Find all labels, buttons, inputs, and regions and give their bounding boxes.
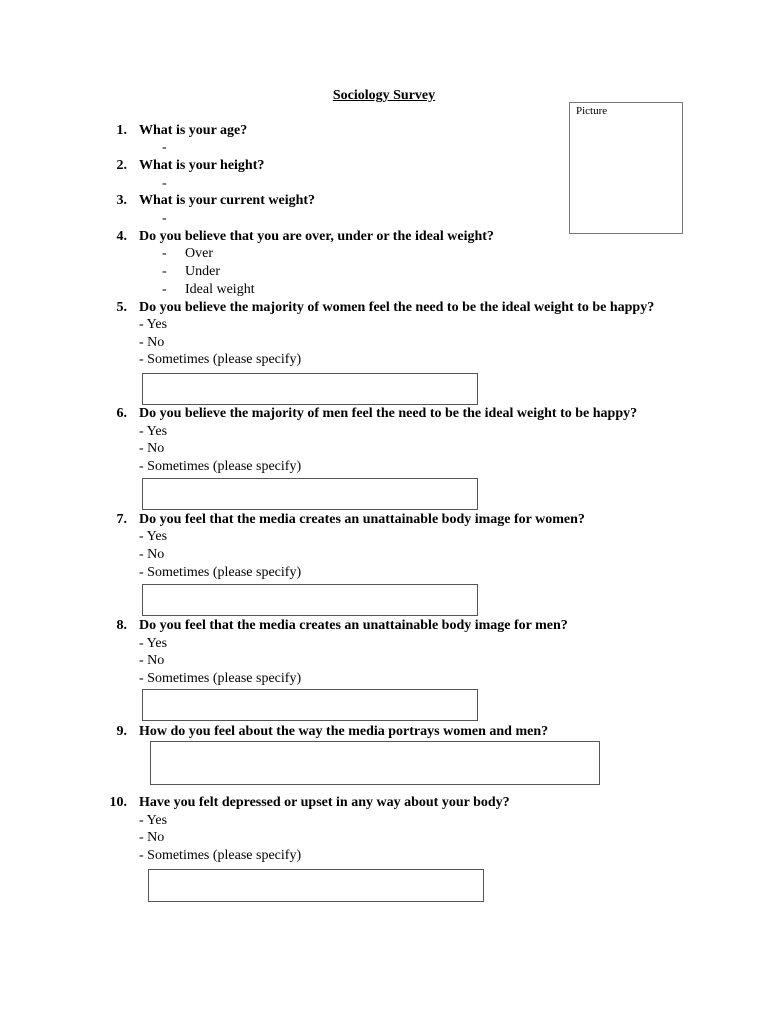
- question-number: 9.: [116, 724, 127, 739]
- question-number: 6.: [116, 406, 127, 421]
- question-text: Do you feel that the media creates an unattainable body image for men?: [139, 618, 568, 633]
- question-text: Do you believe that you are over, under or the ideal weight?: [139, 229, 494, 244]
- option-sometimes[interactable]: - Sometimes (please specify): [139, 565, 302, 580]
- picture-label: Picture: [576, 105, 608, 117]
- question-text: How do you feel about the way the media portrays women and men?: [139, 724, 549, 739]
- question-number: 4.: [116, 229, 127, 244]
- question-text: What is your age?: [139, 123, 248, 138]
- option-yes[interactable]: - Yes: [139, 813, 168, 828]
- answer-dash: -: [162, 176, 167, 191]
- question-text: Do you feel that the media creates an unattainable body image for women?: [139, 512, 585, 527]
- specify-input[interactable]: [142, 373, 478, 405]
- option-sometimes[interactable]: - Sometimes (please specify): [139, 848, 302, 863]
- option-under[interactable]: Under: [185, 264, 220, 279]
- option-sometimes[interactable]: - Sometimes (please specify): [139, 459, 302, 474]
- option-no[interactable]: - No: [139, 653, 165, 668]
- page-title: Sociology Survey: [332, 88, 436, 103]
- option-yes[interactable]: - Yes: [139, 424, 168, 439]
- question-number: 8.: [116, 618, 127, 633]
- specify-input[interactable]: [142, 584, 478, 616]
- question-text: Do you believe the majority of women feel the need to be the ideal weight to be happy?: [139, 300, 655, 315]
- option-yes[interactable]: - Yes: [139, 529, 168, 544]
- question-number: 2.: [116, 158, 127, 173]
- specify-input[interactable]: [148, 869, 484, 902]
- question-text: Have you felt depressed or upset in any way about your body?: [139, 795, 510, 810]
- option-ideal-weight[interactable]: Ideal weight: [185, 282, 255, 297]
- answer-dash: -: [162, 140, 167, 155]
- answer-dash: -: [162, 211, 167, 226]
- opinion-input[interactable]: [150, 741, 600, 785]
- option-dash: -: [162, 282, 167, 297]
- option-sometimes[interactable]: - Sometimes (please specify): [139, 352, 302, 367]
- question-number: 3.: [116, 193, 127, 208]
- option-no[interactable]: - No: [139, 441, 165, 456]
- option-no[interactable]: - No: [139, 335, 165, 350]
- option-over[interactable]: Over: [185, 246, 213, 261]
- option-dash: -: [162, 246, 167, 261]
- option-yes[interactable]: - Yes: [139, 636, 168, 651]
- option-no[interactable]: - No: [139, 547, 165, 562]
- specify-input[interactable]: [142, 478, 478, 510]
- option-no[interactable]: - No: [139, 830, 165, 845]
- option-yes[interactable]: - Yes: [139, 317, 168, 332]
- specify-input[interactable]: [142, 689, 478, 721]
- question-number: 1.: [116, 123, 127, 138]
- question-number: 10.: [109, 795, 127, 810]
- question-number: 5.: [116, 300, 127, 315]
- picture-box[interactable]: [569, 102, 683, 234]
- question-number: 7.: [116, 512, 127, 527]
- option-sometimes[interactable]: - Sometimes (please specify): [139, 671, 302, 686]
- question-text: What is your current weight?: [139, 193, 316, 208]
- question-text: What is your height?: [139, 158, 265, 173]
- question-text: Do you believe the majority of men feel the need to be the ideal weight to be happy?: [139, 406, 638, 421]
- option-dash: -: [162, 264, 167, 279]
